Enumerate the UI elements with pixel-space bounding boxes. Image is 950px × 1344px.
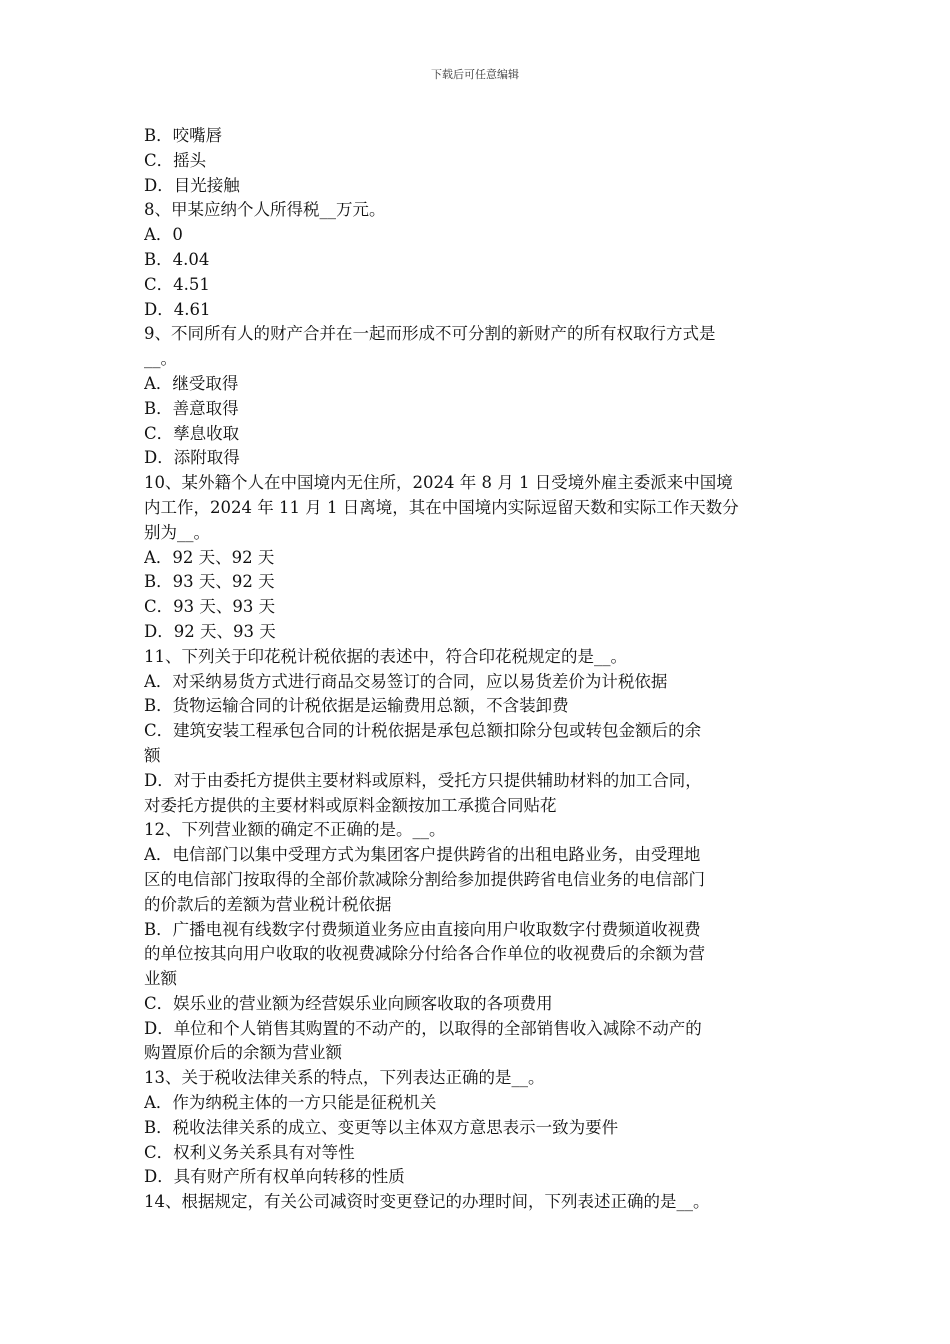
text-line: A．继受取得 <box>144 373 239 393</box>
text-line: 14、根据规定，有关公司减资时变更登记的办理时间，下列表述正确的是__。 <box>144 1192 710 1212</box>
text-line: 别为__。 <box>144 522 210 542</box>
text-line: C．权利义务关系具有对等性 <box>144 1142 355 1162</box>
text-line: 业额 <box>144 969 177 989</box>
text-line: 内工作，2024 年 11 月 1 日离境，其在中国境内实际逗留天数和实际工作天数分 <box>144 497 739 517</box>
document-body <box>144 124 808 1215</box>
text-line: 11、下列关于印花税计税依据的表述中，符合印花税规定的是__。 <box>144 646 627 666</box>
text-line: 13、关于税收法律关系的特点，下列表达正确的是__。 <box>144 1068 545 1088</box>
text-line: A．0 <box>144 225 183 245</box>
text-line: D．添附取得 <box>144 448 240 468</box>
text-line: B．93 天、92 天 <box>144 572 275 592</box>
text-line: 12、下列营业额的确定不正确的是。__。 <box>144 820 446 840</box>
text-line: C．4.51 <box>144 274 210 294</box>
text-line: 的单位按其向用户收取的收视费减除分付给各合作单位的收视费后的余额为营 <box>144 944 705 964</box>
text-line: B．善意取得 <box>144 398 239 418</box>
text-line: C．建筑安装工程承包合同的计税依据是承包总额扣除分包或转包金额后的余 <box>144 721 702 741</box>
text-line: B．广播电视有线数字付费频道业务应由直接向用户收取数字付费频道收视费 <box>144 919 701 939</box>
text-line: 额 <box>144 745 161 765</box>
text-line: 购置原价后的余额为营业额 <box>144 1043 342 1063</box>
text-line: B．税收法律关系的成立、变更等以主体双方意思表示一致为要件 <box>144 1117 619 1137</box>
text-line: 8、甲某应纳个人所得税__万元。 <box>144 200 386 220</box>
text-line: __。 <box>144 349 177 369</box>
text-line: 的价款后的差额为营业税计税依据 <box>144 894 392 914</box>
text-line: D．目光接触 <box>144 175 240 195</box>
text-line: D．4.61 <box>144 299 211 319</box>
text-line: C．孳息收取 <box>144 423 240 443</box>
text-line: D．对于由委托方提供主要材料或原料，受托方只提供辅助材料的加工合同， <box>144 770 702 790</box>
text-line: 对委托方提供的主要材料或原料金额按加工承揽合同贴花 <box>144 795 557 815</box>
text-line: A．对采纳易货方式进行商品交易签订的合同，应以易货差价为计税依据 <box>144 671 668 691</box>
text-line: B．货物运输合同的计税依据是运输费用总额，不含装卸费 <box>144 696 569 716</box>
page-header: 下载后可任意编辑 <box>431 68 519 81</box>
text-line: 9、不同所有人的财产合并在一起而形成不可分割的新财产的所有权取行方式是 <box>144 324 716 344</box>
text-line: C．摇头 <box>144 150 207 170</box>
text-line: B．4.04 <box>144 249 210 269</box>
text-line: D．单位和个人销售其购置的不动产的，以取得的全部销售收入减除不动产的 <box>144 1018 702 1038</box>
text-line: D．92 天、93 天 <box>144 621 276 641</box>
text-line: B．咬嘴唇 <box>144 126 223 145</box>
text-line: A．92 天、92 天 <box>144 547 275 567</box>
text-line: 10、某外籍个人在中国境内无住所，2024 年 8 月 1 日受境外雇主委派来中国境 <box>144 473 733 493</box>
text-line: C．娱乐业的营业额为经营娱乐业向顾客收取的各项费用 <box>144 993 553 1013</box>
text-line: 区的电信部门按取得的全部价款减除分割给参加提供跨省电信业务的电信部门 <box>144 869 705 889</box>
text-line: A．作为纳税主体的一方只能是征税机关 <box>144 1093 437 1113</box>
text-line: C．93 天、93 天 <box>144 597 276 617</box>
text-line: D．具有财产所有权单向转移的性质 <box>144 1167 405 1187</box>
text-line: A．电信部门以集中受理方式为集团客户提供跨省的出租电路业务，由受理地 <box>144 845 701 865</box>
